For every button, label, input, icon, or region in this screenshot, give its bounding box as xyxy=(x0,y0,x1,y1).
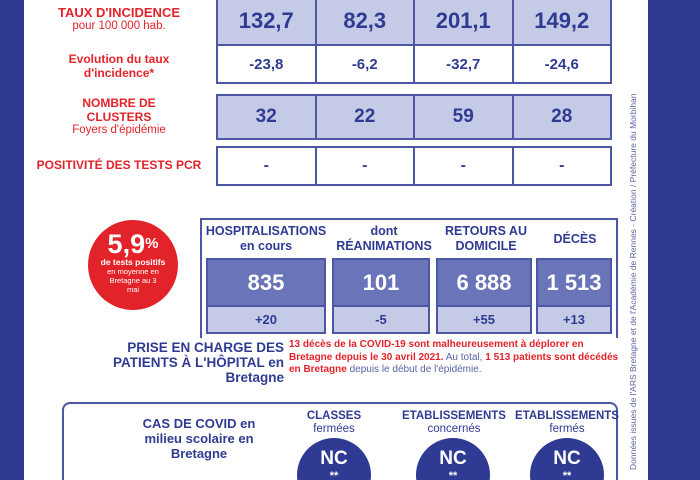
clusters-label xyxy=(24,96,214,137)
clusters-value: 32 xyxy=(218,96,315,138)
hosp-card-retours xyxy=(436,258,532,334)
school-header-top: ETABLISSEMENTS xyxy=(515,410,619,422)
clusters-value: 59 xyxy=(413,96,512,138)
incidence-cells xyxy=(216,0,612,46)
deaths-note-red1: 13 décès de la COVID-19 sont malheureusement à déplorer en Bretagne depuis le 30 avril 2021. xyxy=(289,339,584,363)
pcr-row xyxy=(24,146,648,186)
school-header-bottom: fermées xyxy=(313,423,355,435)
deaths-note-mid: Au total, xyxy=(443,351,486,363)
incidence-value: 82,3 xyxy=(315,0,414,44)
hosp-card-hospitalisations xyxy=(206,258,326,334)
nc-text: NC xyxy=(320,448,348,469)
deaths-note-end: depuis le début de l'épidémie. xyxy=(346,364,482,375)
evolution-title: Evolution du taux d'incidence* xyxy=(68,52,170,80)
source-credit xyxy=(628,12,640,472)
evolution-row xyxy=(24,44,648,84)
nc-suffix: ** xyxy=(329,470,339,480)
evolution-value: -23,8 xyxy=(218,46,315,82)
school-title: CAS DE COVID en milieu scolaire en Bretagne xyxy=(142,416,256,461)
pcr-value: - xyxy=(512,148,611,184)
hosp-delta: -5 xyxy=(334,305,428,332)
infographic-page xyxy=(24,0,648,480)
evolution-value: -32,7 xyxy=(413,46,512,82)
positivity-badge xyxy=(88,220,178,310)
incidence-title: TAUX D'INCIDENCE xyxy=(57,5,181,20)
hosp-delta: +13 xyxy=(538,305,610,332)
evolution-value: -24,6 xyxy=(512,46,611,82)
hosp-value: 1 513 xyxy=(538,260,610,305)
hosp-header-retours: RETOURS AU DOMICILE xyxy=(445,224,527,253)
pcr-label xyxy=(24,158,214,172)
deaths-note-red2: 1 513 patients sont décédés en Bretagne xyxy=(289,351,619,375)
evolution-value: -6,2 xyxy=(315,46,414,82)
badge-line2: en moyenne en Bretagne au 3 mai xyxy=(107,267,159,294)
incidence-subtitle: pour 100 000 hab. xyxy=(72,20,166,32)
clusters-subtitle: Foyers d'épidémie xyxy=(72,124,166,136)
pcr-value: - xyxy=(413,148,512,184)
incidence-row xyxy=(24,0,648,46)
nc-suffix: ** xyxy=(448,470,458,480)
badge-line1: de tests positifs xyxy=(100,257,166,267)
hosp-header-hospitalisations: HOSPITALISATIONS en cours xyxy=(205,224,327,253)
hosp-delta: +20 xyxy=(208,305,324,332)
hosp-card-deces xyxy=(536,258,612,334)
hosp-header-reanimations: dont RÉANIMATIONS xyxy=(336,224,432,253)
clusters-value: 22 xyxy=(315,96,414,138)
school-header-bottom: fermés xyxy=(549,423,585,435)
badge-unit: % xyxy=(145,235,159,252)
evolution-label xyxy=(24,52,214,80)
hosp-value: 835 xyxy=(208,260,324,305)
school-header-etab-fermes xyxy=(512,410,622,436)
pcr-value: - xyxy=(315,148,414,184)
incidence-value: 201,1 xyxy=(413,0,512,44)
pcr-cells xyxy=(216,146,612,186)
nc-text: NC xyxy=(553,448,581,469)
deaths-note xyxy=(289,339,629,377)
school-header-top: ETABLISSEMENTS xyxy=(402,410,506,422)
school-header-top: CLASSES xyxy=(306,410,362,422)
incidence-label xyxy=(24,6,214,33)
badge-value: 5,9 xyxy=(107,229,146,259)
school-header-bottom: concernés xyxy=(427,423,481,435)
pcr-value: - xyxy=(218,148,315,184)
clusters-value: 28 xyxy=(512,96,611,138)
nc-suffix: ** xyxy=(562,470,572,480)
evolution-cells xyxy=(216,44,612,84)
incidence-value: 132,7 xyxy=(218,0,315,44)
hospital-section-title: PRISE EN CHARGE DES PATIENTS À L'HÔPITAL en Bretagne xyxy=(113,340,284,385)
hosp-header-deces: DÉCÈS xyxy=(553,232,597,246)
incidence-value: 149,2 xyxy=(512,0,611,44)
pcr-title: POSITIVITÉ DES TESTS PCR xyxy=(36,158,202,172)
school-header-etab-concernes xyxy=(392,410,516,436)
clusters-row xyxy=(24,94,648,140)
nc-text: NC xyxy=(439,448,467,469)
source-credit-text: Données issues de l'ARS Bretagne et de l'Académie de Rennes - Création / Préfecture du Morbihan xyxy=(628,93,638,470)
hosp-value: 101 xyxy=(334,260,428,305)
clusters-cells xyxy=(216,94,612,140)
hosp-value: 6 888 xyxy=(438,260,530,305)
hosp-delta: +55 xyxy=(438,305,530,332)
school-header-classes xyxy=(286,410,382,436)
hosp-card-reanimations xyxy=(332,258,430,334)
clusters-title: NOMBRE DE CLUSTERS xyxy=(82,96,156,124)
badge-percent xyxy=(88,230,178,258)
